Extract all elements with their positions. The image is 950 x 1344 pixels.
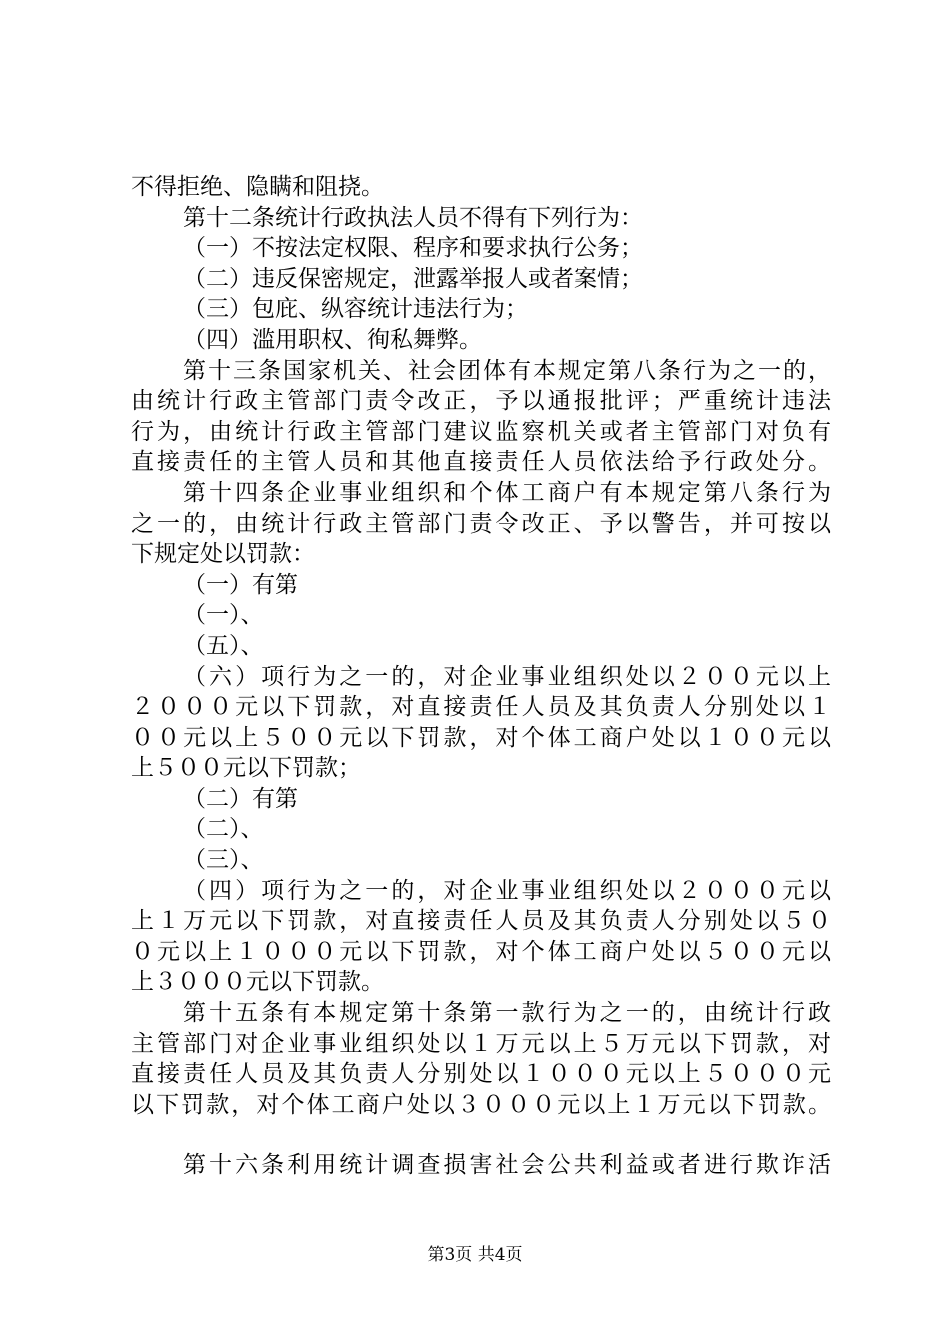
- text-line-28: 第十五条有本规定第十条第一款行为之一的，由统计行政: [183, 1000, 831, 1027]
- text-line-5: （三）包庇、纵容统计违法行为；: [183, 296, 528, 323]
- text-line-3: （一）不按法定权限、程序和要求执行公务；: [183, 235, 643, 262]
- text-line-13: 下规定处以罚款：: [131, 541, 315, 568]
- text-line-26: ０元以上１０００元以下罚款，对个体工商户处以５００元以: [131, 938, 831, 965]
- text-line-7: 第十三条国家机关、社会团体有本规定第八条行为之一的，: [183, 357, 831, 384]
- text-line-22: （二）、: [183, 816, 264, 843]
- text-line-19: ００元以上５００元以下罚款，对个体工商户处以１００元以: [131, 724, 831, 751]
- text-line-4: （二）违反保密规定，泄露举报人或者案情；: [183, 265, 643, 292]
- text-line-21: （二）有第: [183, 785, 298, 812]
- text-line-25: 上１万元以下罚款，对直接责任人员及其负责人分别处以５０: [131, 908, 831, 935]
- text-line-27: 上３０００元以下罚款。: [131, 969, 384, 996]
- text-line-14: （一）有第: [183, 571, 298, 598]
- text-line-12: 之一的，由统计行政主管部门责令改正、予以警告，并可按以: [131, 510, 831, 537]
- text-line-10: 直接责任的主管人员和其他直接责任人员依法给予行政处分。: [131, 449, 831, 476]
- text-line-8: 由统计行政主管部门责令改正，予以通报批评；严重统计违法: [131, 388, 831, 415]
- text-line-29: 主管部门对企业事业组织处以１万元以上５万元以下罚款，对: [131, 1030, 831, 1057]
- paragraph-gap: [131, 1120, 831, 1150]
- text-line-23: （三）、: [183, 847, 264, 874]
- text-line-6: （四）滥用职权、徇私舞弊。: [183, 326, 482, 353]
- text-line-15: （一）、: [183, 602, 264, 629]
- text-line-9: 行为，由统计行政主管部门建议监察机关或者主管部门对负有: [131, 418, 831, 445]
- text-line-16: （五）、: [183, 632, 264, 659]
- document-body: [131, 172, 831, 1181]
- text-line-1: 不得拒绝、隐瞒和阻挠。: [131, 174, 384, 200]
- text-line-11: 第十四条企业事业组织和个体工商户有本规定第八条行为: [183, 479, 831, 506]
- text-line-18: ２０００元以下罚款，对直接责任人员及其负责人分别处以１: [131, 694, 831, 721]
- text-line-31: 以下罚款，对个体工商户处以３０００元以上１万元以下罚款。: [131, 1091, 831, 1118]
- text-line-24: （四）项行为之一的，对企业事业组织处以２０００元以: [183, 877, 831, 904]
- text-line-17: （六）项行为之一的，对企业事业组织处以２００元以上: [183, 663, 831, 690]
- text-line-20: 上５００元以下罚款；: [131, 755, 361, 782]
- page-number: 第3页 共4页: [427, 1245, 523, 1265]
- text-line-32: 第十六条利用统计调查损害社会公共利益或者进行欺诈活: [183, 1152, 831, 1179]
- text-line-2: 第十二条统计行政执法人员不得有下列行为：: [183, 204, 643, 231]
- text-line-30: 直接责任人员及其负责人分别处以１０００元以上５０００元: [131, 1061, 831, 1088]
